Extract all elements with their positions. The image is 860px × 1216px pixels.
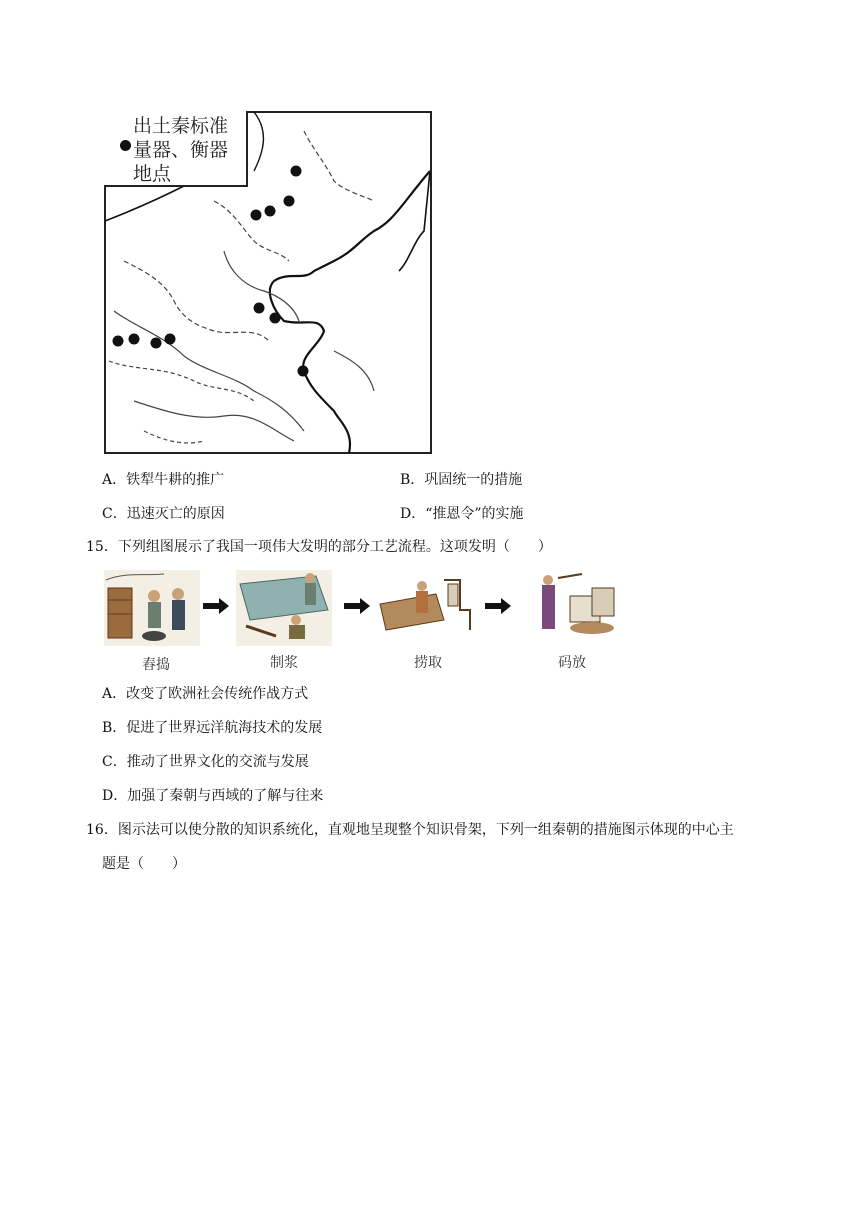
arrow-right-icon: [203, 598, 229, 614]
q14-option-c[interactable]: C．迅速灭亡的原因: [102, 506, 225, 522]
step-label-pounding: 舂捣: [142, 657, 170, 673]
map-legend-text: 出土秦标准 量器、衡器 地点: [133, 115, 229, 185]
step-label-stacking: 码放: [558, 655, 586, 671]
q15-option-b[interactable]: B．促进了世界远洋航海技术的发展: [102, 720, 323, 736]
q15-option-d[interactable]: D．加强了秦朝与西域的了解与往来: [102, 788, 324, 804]
step-stacking-illustration: [522, 570, 618, 646]
q16-stem-line1: 16．图示法可以使分散的知识系统化，直观地呈现整个知识骨架，下列一组秦朝的措施图示体现的中心主: [86, 822, 734, 838]
q14-option-a[interactable]: A．铁犁牛耕的推广: [102, 472, 225, 488]
arrow-right-icon: [344, 598, 370, 614]
step-label-scooping: 捞取: [414, 655, 442, 671]
q15-option-a[interactable]: A．改变了欧洲社会传统作战方式: [102, 686, 309, 702]
step-pounding-illustration: [104, 570, 200, 646]
q15-stem: 15．下列组图展示了我国一项伟大发明的部分工艺流程。这项发明（ ）: [86, 539, 552, 555]
q14-option-b[interactable]: B．巩固统一的措施: [400, 472, 523, 488]
legend-dot-icon: [120, 140, 131, 151]
step-scooping-illustration: [378, 570, 474, 646]
q16-stem-line2: 题是（ ）: [102, 856, 186, 872]
step-pulping-illustration: [236, 570, 332, 646]
q15-option-c[interactable]: C．推动了世界文化的交流与发展: [102, 754, 309, 770]
step-label-pulping: 制浆: [270, 655, 298, 671]
arrow-right-icon: [485, 598, 511, 614]
q14-option-d[interactable]: D．“推恩令”的实施: [400, 506, 524, 522]
